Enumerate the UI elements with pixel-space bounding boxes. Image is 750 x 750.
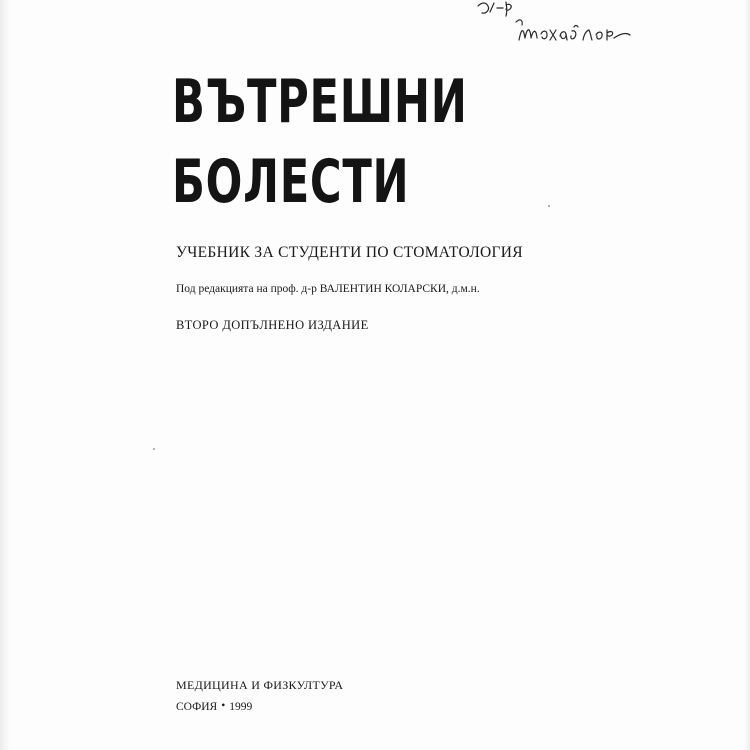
publisher-name: МЕДИЦИНА И ФИЗКУЛТУРА: [176, 678, 344, 692]
publication-year: 1999: [229, 701, 253, 713]
editor-suffix: , д.м.н.: [446, 283, 480, 295]
publication-place: СОФИЯ: [176, 701, 218, 713]
place-and-year: [176, 701, 252, 713]
editor-name: ВАЛЕНТИН КОЛАРСКИ: [319, 283, 447, 295]
edition-statement: ВТОРО ДОПЪЛНЕНО ИЗДАНИЕ: [176, 318, 369, 332]
book-title-line-1: ВЪТРЕШНИ: [172, 67, 468, 137]
page-left-edge-shadow: [0, 0, 10, 750]
book-subtitle: УЧЕБНИК ЗА СТУДЕНТИ ПО СТОМАТОЛОГИЯ: [176, 244, 523, 261]
paper-speck: [153, 448, 155, 450]
book-title-line-2: БОЛЕСТИ: [172, 147, 410, 217]
place-year-separator: •: [221, 700, 226, 712]
editor-prefix: Под редакцията на проф. д-р: [176, 283, 317, 295]
paper-speck: [548, 205, 550, 207]
editor-line: [176, 283, 480, 295]
handwritten-signature: [0, 0, 750, 60]
page-right-edge-shadow: [744, 0, 750, 750]
